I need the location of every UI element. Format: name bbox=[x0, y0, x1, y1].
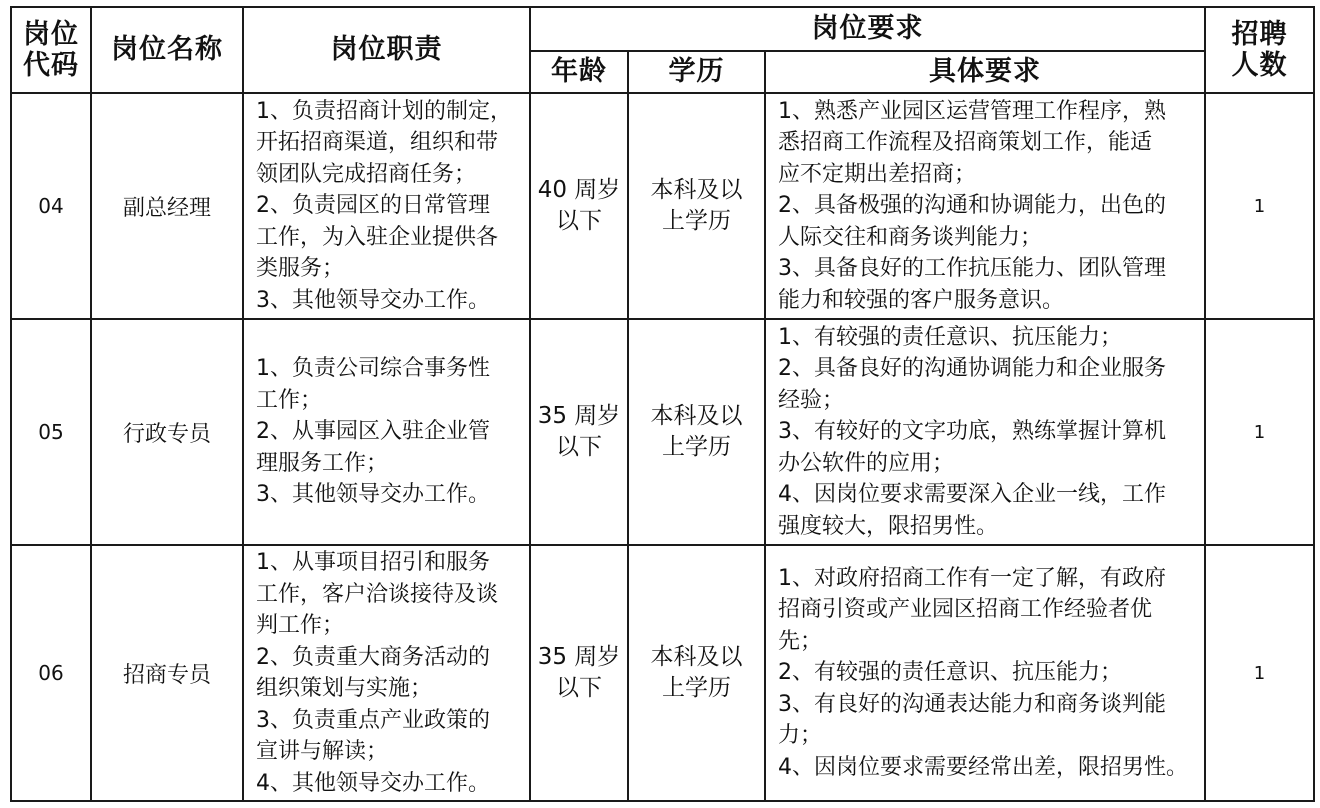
recruitment-table bbox=[10, 6, 1315, 802]
requirement-line: 强度较大，限招男性。 bbox=[778, 513, 999, 539]
requirement-line: 力； bbox=[778, 723, 823, 749]
header-education: 学历 bbox=[628, 51, 765, 93]
duty-line: 类服务； bbox=[256, 256, 345, 282]
age-line: 以下 bbox=[556, 675, 602, 701]
requirement-line: 1、对政府招商工作有一定了解，有政府 bbox=[778, 565, 1166, 591]
requirement-line: 3、有良好的沟通表达能力和商务谈判能 bbox=[778, 691, 1166, 717]
row-age bbox=[530, 319, 628, 545]
row-age bbox=[530, 93, 628, 319]
age-line: 35 周岁 bbox=[537, 643, 621, 670]
requirement-line: 1、有较强的责任意识、抗压能力； bbox=[778, 324, 1122, 350]
duty-line: 2、负责重大商务活动的 bbox=[256, 644, 490, 670]
duty-line: 工作； bbox=[256, 387, 323, 413]
row-education bbox=[628, 93, 765, 319]
header-requirements: 岗位要求 bbox=[530, 7, 1205, 51]
duty-line: 3、负责重点产业政策的 bbox=[256, 707, 490, 733]
duty-line: 4、其他领导交办工作。 bbox=[256, 770, 490, 796]
duty-line: 工作，为入驻企业提供各 bbox=[256, 224, 499, 250]
header-code-line1: 岗位 bbox=[23, 18, 79, 50]
age-line: 40 周岁 bbox=[537, 176, 621, 203]
requirement-line: 人际交往和商务谈判能力； bbox=[778, 224, 1043, 250]
requirement-line: 1、熟悉产业园区运营管理工作程序，熟 bbox=[778, 98, 1166, 124]
header-age: 年龄 bbox=[530, 51, 628, 93]
requirement-line: 办公软件的应用； bbox=[778, 450, 955, 476]
requirement-line: 应不定期出差招商； bbox=[778, 161, 977, 187]
duty-line: 3、其他领导交办工作。 bbox=[256, 482, 490, 508]
duty-line: 1、从事项目招引和服务 bbox=[256, 550, 490, 575]
duty-line: 1、负责公司综合事务性 bbox=[256, 356, 490, 382]
requirement-line: 招商引资或产业园区招商工作经验者优 bbox=[778, 597, 1153, 623]
row-requirements bbox=[765, 319, 1205, 545]
education-line: 本科及以 bbox=[650, 402, 743, 429]
row-education bbox=[628, 319, 765, 545]
duty-line: 理服务工作； bbox=[256, 450, 389, 476]
age-line: 以下 bbox=[556, 434, 602, 460]
row-position-name: 副总经理 bbox=[91, 93, 243, 319]
education-line: 本科及以 bbox=[650, 643, 743, 670]
row-code: 06 bbox=[11, 545, 91, 801]
row-position-name: 招商专员 bbox=[91, 545, 243, 801]
header-count-line1: 招聘 bbox=[1231, 18, 1288, 50]
requirement-line: 2、具备良好的沟通协调能力和企业服务 bbox=[778, 356, 1166, 382]
row-code: 04 bbox=[11, 93, 91, 319]
row-age bbox=[530, 545, 628, 801]
requirement-line: 4、因岗位要求需要经常出差，限招男性。 bbox=[778, 754, 1188, 780]
duty-line: 宣讲与解读； bbox=[256, 739, 389, 764]
requirement-line: 先； bbox=[778, 628, 823, 654]
header-name: 岗位名称 bbox=[91, 7, 243, 93]
header-row-top bbox=[11, 7, 1314, 51]
requirement-line: 4、因岗位要求需要深入企业一线，工作 bbox=[778, 482, 1166, 508]
row-count: 1 bbox=[1205, 93, 1314, 319]
age-line: 35 周岁 bbox=[537, 402, 621, 429]
requirement-line: 2、具备极强的沟通和协调能力，出色的 bbox=[778, 193, 1166, 219]
header-code-line2: 代码 bbox=[23, 50, 79, 81]
duty-line: 1、负责招商计划的制定， bbox=[256, 98, 512, 124]
duty-line: 2、负责园区的日常管理 bbox=[256, 193, 490, 219]
requirement-line: 悉招商工作流程及招商策划工作，能适 bbox=[778, 130, 1153, 156]
duty-line: 2、从事园区入驻企业管 bbox=[256, 419, 490, 445]
header-count bbox=[1205, 7, 1314, 93]
row-requirements bbox=[765, 545, 1205, 801]
education-line: 上学历 bbox=[662, 434, 731, 460]
row-duties bbox=[243, 319, 530, 545]
duty-line: 工作，客户洽谈接待及谈 bbox=[256, 581, 499, 607]
requirement-line: 能力和较强的客户服务意识。 bbox=[778, 287, 1065, 313]
row-code: 05 bbox=[11, 319, 91, 545]
requirement-line: 3、具备良好的工作抗压能力、团队管理 bbox=[778, 256, 1166, 282]
requirement-line: 3、有较好的文字功底，熟练掌握计算机 bbox=[778, 419, 1166, 445]
header-count-line2: 人数 bbox=[1231, 50, 1288, 81]
duty-line: 组织策划与实施； bbox=[256, 676, 433, 701]
row-position-name: 行政专员 bbox=[91, 319, 243, 545]
header-duty: 岗位职责 bbox=[243, 7, 530, 93]
duty-line: 3、其他领导交办工作。 bbox=[256, 287, 490, 313]
education-line: 上学历 bbox=[662, 675, 731, 701]
duty-line: 开拓招商渠道，组织和带 bbox=[256, 130, 499, 156]
row-education bbox=[628, 545, 765, 801]
duty-line: 领团队完成招商任务； bbox=[256, 161, 477, 187]
row-duties bbox=[243, 545, 530, 801]
education-line: 本科及以 bbox=[650, 176, 743, 203]
row-requirements bbox=[765, 93, 1205, 319]
requirement-line: 经验； bbox=[778, 387, 845, 413]
duty-line: 判工作； bbox=[256, 613, 345, 638]
row-count: 1 bbox=[1205, 319, 1314, 545]
table-row bbox=[11, 93, 1314, 319]
table-row bbox=[11, 319, 1314, 545]
row-count: 1 bbox=[1205, 545, 1314, 801]
age-line: 以下 bbox=[556, 208, 602, 234]
table-row bbox=[11, 545, 1314, 801]
row-duties bbox=[243, 93, 530, 319]
header-code bbox=[11, 7, 91, 93]
header-specific: 具体要求 bbox=[765, 51, 1205, 93]
education-line: 上学历 bbox=[662, 208, 731, 234]
requirement-line: 2、有较强的责任意识、抗压能力； bbox=[778, 660, 1122, 686]
